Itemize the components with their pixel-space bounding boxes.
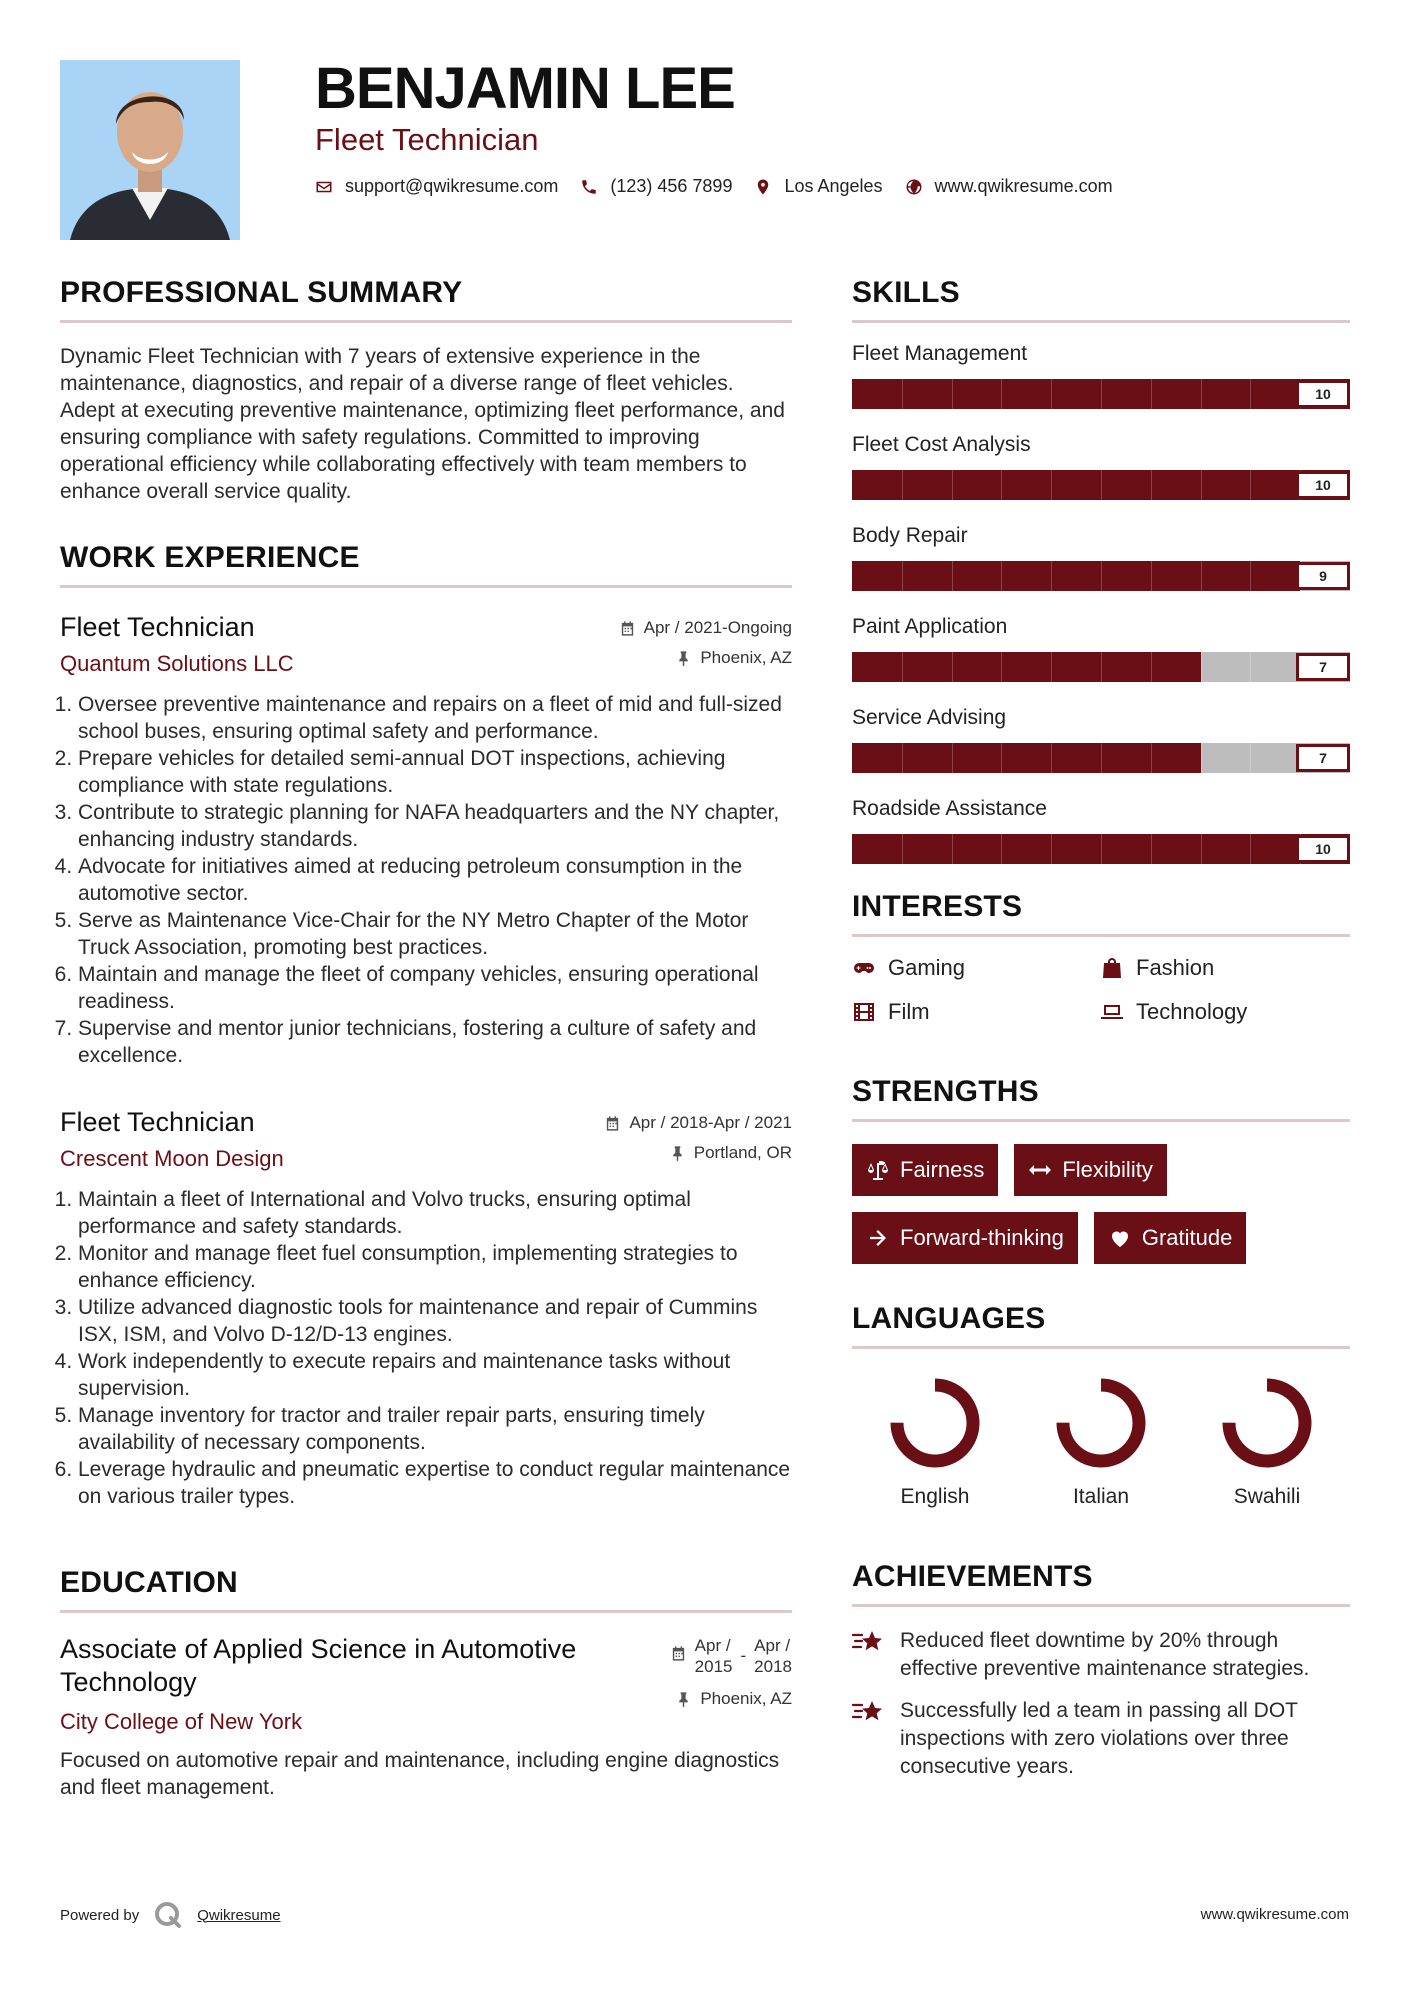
skill-bar-segment: [1001, 379, 1002, 409]
education-dates: [670, 1635, 792, 1677]
achievements-section: [852, 1560, 1350, 1781]
gamepad-icon: [852, 956, 876, 980]
education-title: EDUCATION: [60, 1566, 792, 1613]
skill-bar-segment: [952, 652, 953, 682]
pushpin-icon: [675, 650, 692, 667]
job-company: Crescent Moon Design: [60, 1146, 284, 1171]
skill-bar: [852, 379, 1350, 409]
language-ring: [887, 1375, 983, 1471]
job-location: [604, 1143, 792, 1163]
skill-bar: [852, 561, 1350, 591]
arrow-right-icon: [866, 1226, 890, 1250]
languages-section: [852, 1302, 1350, 1509]
list-item: 4. Advocate for initiatives aimed at reducing petroleum consumption in the automotive sector.: [78, 853, 792, 907]
job-entry-1: [60, 612, 792, 1069]
language-label: Italian: [1072, 1485, 1130, 1508]
skill-bar-segment: [952, 470, 953, 500]
strength-label: Fairness: [900, 1157, 985, 1182]
degree-title: Associate of Applied Science in Automotive Technology: [60, 1634, 577, 1697]
achievement-text: Reduced fleet downtime by 20% through effective preventive maintenance strategies.: [900, 1629, 1310, 1680]
contact-phone[interactable]: [580, 176, 732, 197]
heart-icon: [1108, 1226, 1132, 1250]
skill-bar-segment: [1201, 379, 1202, 409]
skill-bar-segment: [1151, 379, 1152, 409]
skill-bar: [852, 743, 1350, 773]
pushpin-icon: [675, 1691, 692, 1708]
list-item: 5. Manage inventory for tractor and trailer repair parts, ensuring timely availability of necessary components.: [78, 1402, 792, 1456]
skill-bar-segment: [1051, 379, 1052, 409]
interests-list: [852, 955, 1350, 1025]
education-description: Focused on automotive repair and maintenance, including engine diagnostics and fleet management.: [60, 1749, 780, 1799]
skill-name: Paint Application: [852, 615, 1008, 638]
skill-bar-segment: [1051, 470, 1052, 500]
skill-bar: [852, 470, 1350, 500]
list-item: 3. Utilize advanced diagnostic tools for maintenance and repair of Cummins ISX, ISM, and Volvo D-12/D-13 engines.: [78, 1294, 792, 1348]
interest-item: [852, 955, 1100, 981]
interest-item: [1100, 999, 1348, 1025]
phone-icon: [580, 178, 598, 196]
skill-bar-segment: [1151, 834, 1152, 864]
achievement-item: [852, 1697, 1350, 1781]
website-text: www.qwikresume.com: [934, 176, 1113, 196]
skill-bar-segment: [1201, 834, 1202, 864]
contact-email[interactable]: [315, 176, 558, 197]
skill-item: [852, 339, 1350, 409]
skill-bar-segment: [1250, 561, 1251, 591]
skill-bar-segment: [1151, 561, 1152, 591]
job-entry-2: [60, 1107, 792, 1510]
interest-label: Technology: [1136, 999, 1248, 1024]
skill-bar-segment: [952, 834, 953, 864]
skill-bar-segment: [902, 561, 903, 591]
skill-bar-segment: [1201, 743, 1202, 773]
email-text: support@qwikresume.com: [345, 176, 559, 196]
skill-item: [852, 703, 1350, 773]
skill-score: 10: [1296, 471, 1350, 499]
list-item: 1. Maintain a fleet of International and Volvo trucks, ensuring optimal performance and safety standards.: [78, 1186, 792, 1240]
strength-label: Flexibility: [1062, 1157, 1153, 1182]
skill-bar-segment: [952, 561, 953, 591]
skill-bar-fill: [852, 743, 1201, 773]
interests-section: [852, 890, 1350, 1025]
skill-name: Roadside Assistance: [852, 797, 1047, 820]
skill-item: [852, 794, 1350, 864]
footer-website[interactable]: www.qwikresume.com: [1200, 1906, 1349, 1923]
skill-bar-segment: [902, 743, 903, 773]
skill-name: Fleet Cost Analysis: [852, 433, 1031, 456]
education-section: [60, 1566, 792, 1801]
job-dates: [619, 618, 792, 638]
list-item: 5. Serve as Maintenance Vice-Chair for the NY Metro Chapter of the Motor Truck Association, promoting best practices.: [78, 907, 792, 961]
interest-item: [852, 999, 1100, 1025]
language-item: [1184, 1375, 1350, 1509]
skill-bar-fill: [852, 652, 1201, 682]
skill-bar-segment: [1001, 743, 1002, 773]
skill-bar-segment: [1151, 470, 1152, 500]
skill-bar-segment: [1250, 470, 1251, 500]
language-label: English: [900, 1485, 970, 1508]
job-location-text: Phoenix, AZ: [700, 648, 792, 667]
date-separator: -: [740, 1646, 747, 1665]
phone-text: (123) 456 7899: [610, 176, 733, 196]
skills-title: SKILLS: [852, 276, 1350, 323]
skill-bar-segment: [952, 379, 953, 409]
skill-name: Body Repair: [852, 524, 968, 547]
strength-label: Gratitude: [1141, 1225, 1233, 1250]
skill-bar-segment: [1101, 743, 1102, 773]
skill-bar-segment: [1101, 561, 1102, 591]
list-item: 2. Monitor and manage fleet fuel consumption, implementing strategies to enhance efficiency.: [78, 1240, 792, 1294]
duty-list: [60, 1186, 792, 1510]
summary-section: [60, 276, 792, 505]
qwikresume-logo-icon: [153, 1900, 183, 1930]
achievement-item: [852, 1627, 1350, 1683]
achievements-title: ACHIEVEMENTS: [852, 1560, 1350, 1607]
skill-bar-segment: [1101, 470, 1102, 500]
end-month: Apr /: [754, 1636, 791, 1655]
skill-bar-segment: [902, 834, 903, 864]
skill-score: 9: [1296, 562, 1350, 590]
skill-bar-segment: [1051, 652, 1052, 682]
skill-bar-segment: [1001, 470, 1002, 500]
film-icon: [852, 1000, 876, 1024]
strengths-title: STRENGTHS: [852, 1075, 1350, 1122]
calendar-icon: [670, 1645, 687, 1662]
globe-icon: [905, 178, 923, 196]
skill-bar-segment: [902, 379, 903, 409]
skill-bar-segment: [952, 743, 953, 773]
job-location: [619, 648, 792, 668]
strengths-section: [852, 1075, 1350, 1264]
profile-photo: [60, 60, 240, 240]
skill-bar-segment: [1001, 834, 1002, 864]
summary-text: Dynamic Fleet Technician with 7 years of extensive experience in the maintenance, diagnostics, and repair of a diverse range of fleet vehicles. Adept at executing preventive maintenance, optimizing fleet performance, and ensuring compliance with safety regulations. Committed to improving operational efficiency while collaborating effectively with team members to enhance overall service quality.: [60, 345, 785, 503]
skill-bar-segment: [1101, 834, 1102, 864]
skill-bar-segment: [1151, 743, 1152, 773]
list-item: 2. Prepare vehicles for detailed semi-annual DOT inspections, achieving compliance with state regulations.: [78, 745, 792, 799]
job-dates-text: Apr / 2021-Ongoing: [643, 618, 792, 637]
job-title: Fleet Technician: [60, 612, 255, 642]
skill-bar-segment: [1201, 652, 1202, 682]
education-location-text: Phoenix, AZ: [700, 1689, 792, 1708]
interest-label: Gaming: [888, 955, 966, 980]
contact-location: [754, 176, 882, 197]
start-month: Apr /: [694, 1636, 731, 1655]
skill-bar-segment: [1250, 743, 1251, 773]
strength-chip: [852, 1144, 998, 1196]
language-item: [852, 1375, 1018, 1509]
envelope-icon: [315, 178, 333, 196]
candidate-name: BENJAMIN LEE: [315, 56, 735, 121]
balance-scale-icon: [866, 1158, 890, 1182]
shooting-star-icon: [852, 1627, 886, 1657]
pushpin-icon: [669, 1145, 686, 1162]
location-text: Los Angeles: [784, 176, 883, 196]
skill-bar: [852, 834, 1350, 864]
footer-branding: [60, 1900, 281, 1930]
powered-by-text: Powered by: [60, 1906, 140, 1924]
skill-bar-segment: [1201, 561, 1202, 591]
language-item: [1018, 1375, 1184, 1509]
language-ring: [1053, 1375, 1149, 1471]
skill-bar-segment: [1101, 652, 1102, 682]
summary-title: PROFESSIONAL SUMMARY: [60, 276, 792, 323]
skill-item: [852, 430, 1350, 500]
achievement-text: Successfully led a team in passing all DOT inspections with zero violations over three consecutive years.: [900, 1699, 1298, 1778]
list-item: 6. Leverage hydraulic and pneumatic expertise to conduct regular maintenance on various trailer types.: [78, 1456, 792, 1510]
interest-item: [1100, 955, 1348, 981]
skill-item: [852, 521, 1350, 591]
list-item: 6. Maintain and manage the fleet of company vehicles, ensuring operational readiness.: [78, 961, 792, 1015]
skill-bar-segment: [1250, 652, 1251, 682]
languages-list: [852, 1375, 1350, 1509]
shopping-bag-icon: [1100, 956, 1124, 980]
duty-list: [60, 691, 792, 1069]
skills-list: [852, 339, 1350, 864]
job-dates-text: Apr / 2018-Apr / 2021: [629, 1113, 792, 1132]
strengths-list: [852, 1144, 1282, 1264]
job-company: Quantum Solutions LLC: [60, 651, 294, 676]
job-dates: [604, 1113, 792, 1133]
contact-website[interactable]: [905, 176, 1113, 197]
skill-bar-segment: [1001, 652, 1002, 682]
skill-bar-segment: [1250, 379, 1251, 409]
calendar-icon: [604, 1115, 621, 1132]
skill-bar-segment: [1051, 743, 1052, 773]
skill-bar-segment: [1250, 834, 1251, 864]
contact-bar: [315, 176, 1127, 197]
strength-label: Forward-thinking: [900, 1225, 1064, 1250]
interest-label: Film: [888, 999, 930, 1024]
interests-title: INTERESTS: [852, 890, 1350, 937]
skill-bar-segment: [1101, 379, 1102, 409]
skill-score: 10: [1296, 835, 1350, 863]
list-item: 7. Supervise and mentor junior technicians, fostering a culture of safety and excellence.: [78, 1015, 792, 1069]
school-name: City College of New York: [60, 1709, 303, 1734]
interest-label: Fashion: [1136, 955, 1215, 980]
shooting-star-icon: [852, 1697, 886, 1727]
end-year: 2018: [754, 1657, 792, 1676]
brand-link[interactable]: Qwikresume: [197, 1906, 281, 1924]
skill-bar-segment: [902, 470, 903, 500]
candidate-role: Fleet Technician: [315, 122, 539, 157]
laptop-icon: [1100, 1000, 1124, 1024]
list-item: 1. Oversee preventive maintenance and repairs on a fleet of mid and full-sized school buses, ensuring optimal safety and performance.: [78, 691, 792, 745]
start-year: 2015: [694, 1657, 733, 1676]
strength-chip: [1094, 1212, 1247, 1264]
skill-bar-segment: [1151, 652, 1152, 682]
skill-bar-segment: [1051, 561, 1052, 591]
calendar-icon: [619, 620, 636, 637]
language-ring: [1219, 1375, 1315, 1471]
skill-bar-segment: [1001, 561, 1002, 591]
job-location-text: Portland, OR: [693, 1143, 792, 1162]
experience-section: [60, 541, 792, 1510]
experience-title: WORK EXPERIENCE: [60, 541, 792, 588]
strength-chip: [1014, 1144, 1166, 1196]
skill-bar: [852, 652, 1350, 682]
map-pin-icon: [754, 178, 772, 196]
skill-score: 10: [1296, 380, 1350, 408]
skill-item: [852, 612, 1350, 682]
list-item: 4. Work independently to execute repairs and maintenance tasks without supervision.: [78, 1348, 792, 1402]
profile-photo-illustration: [60, 60, 240, 240]
skill-bar-fill: [852, 561, 1300, 591]
skill-bar-segment: [1051, 834, 1052, 864]
arrows-horizontal-icon: [1028, 1158, 1052, 1182]
skill-bar-segment: [902, 652, 903, 682]
skill-score: 7: [1296, 653, 1350, 681]
skill-score: 7: [1296, 744, 1350, 772]
strength-chip: [852, 1212, 1078, 1264]
education-location: [670, 1689, 792, 1709]
skills-section: [852, 276, 1350, 885]
skill-bar-segment: [1201, 470, 1202, 500]
language-label: Swahili: [1233, 1485, 1301, 1508]
skill-name: Fleet Management: [852, 342, 1028, 365]
languages-title: LANGUAGES: [852, 1302, 1350, 1349]
list-item: 3. Contribute to strategic planning for NAFA headquarters and the NY chapter, enhancing industry standards.: [78, 799, 792, 853]
job-title: Fleet Technician: [60, 1107, 255, 1137]
skill-name: Service Advising: [852, 706, 1007, 729]
